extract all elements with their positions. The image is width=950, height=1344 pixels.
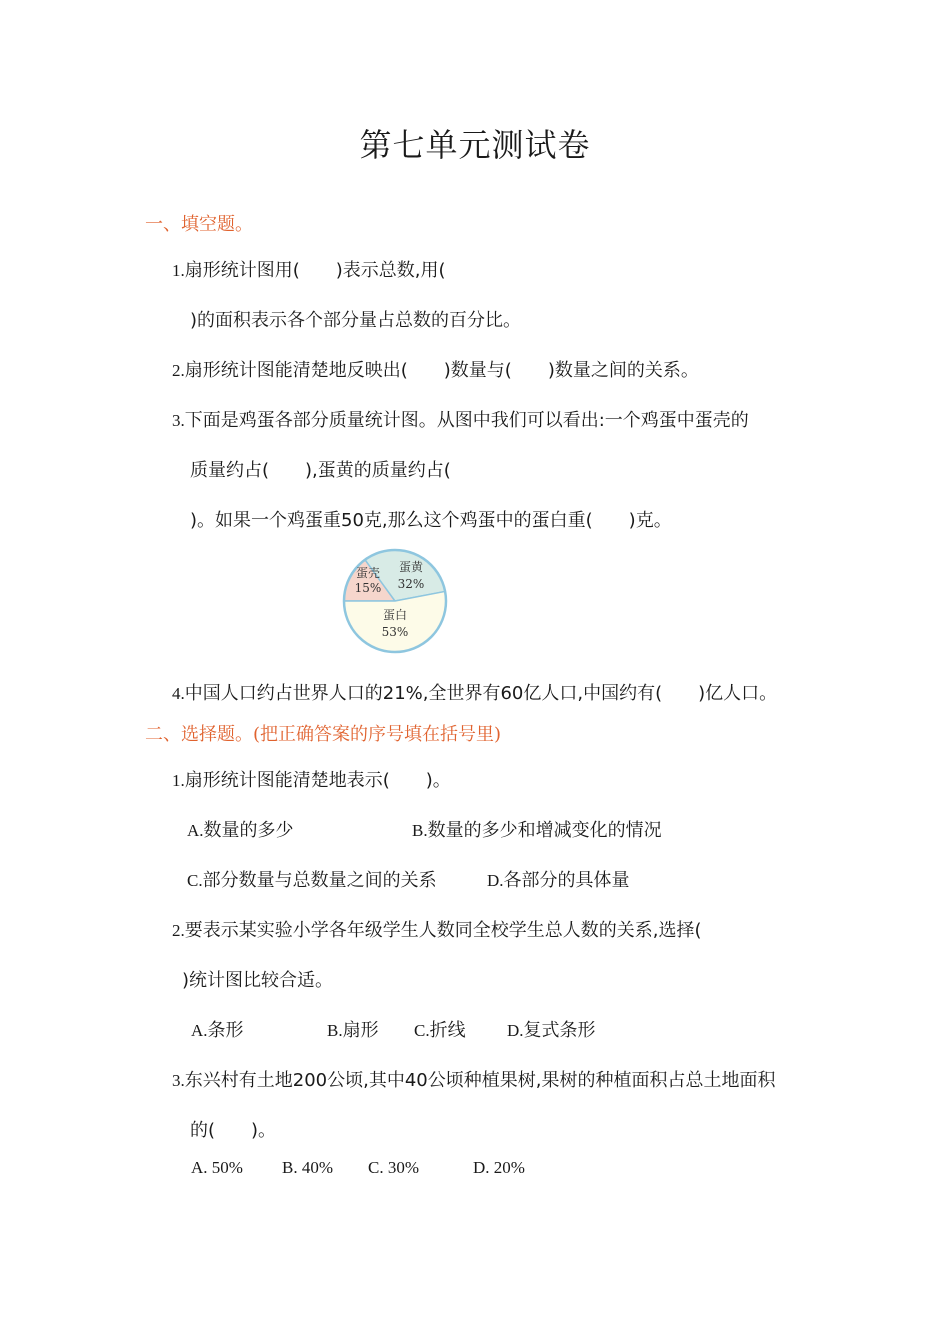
section-heading-fill-blank: 一、填空题。 [145,214,253,235]
question-number: 1. [172,261,185,280]
question-2-3-continued: 的( )。 [190,1120,277,1141]
question-number: 2. [172,361,185,380]
question-2-2 [172,916,702,942]
page-title: 第七单元测试卷 [359,126,591,164]
option-letter: B. [327,1021,343,1040]
question-1-3-line2: 质量约占( ),蛋黄的质量约占( [190,460,451,481]
option-text: 折线 [429,1020,466,1041]
option-2-2-c [414,1016,466,1042]
slice-value-white: 53% [381,625,409,639]
option-text: 扇形 [342,1020,379,1041]
option-letter: A. [191,1021,208,1040]
question-number: 4. [172,684,185,703]
option-2-1-c [187,866,437,892]
question-text: 扇形统计图能清楚地表示( )。 [184,770,451,791]
option-letter: C. [414,1021,430,1040]
option-letter: D. [507,1021,524,1040]
question-number: 3. [172,411,185,430]
option-text: 条形 [207,1020,244,1041]
question-1-3 [172,406,749,432]
option-text: 部分数量与总数量之间的关系 [202,870,437,891]
question-text: 扇形统计图能清楚地反映出( )数量与( )数量之间的关系。 [184,360,699,381]
option-letter: A. [187,821,204,840]
question-number: 2. [172,921,185,940]
question-1-4 [172,679,777,705]
slice-label-shell: 蛋壳 [355,566,381,580]
question-1-1 [172,256,446,282]
option-text: 各部分的具体量 [503,870,630,891]
question-number: 3. [172,1071,185,1090]
slice-label-white: 蛋白 [382,608,408,622]
option-letter: C. [187,871,203,890]
option-text: 数量的多少 [203,820,294,841]
option-2-3-b: B. 40% [282,1158,333,1177]
option-letter: D. [487,871,504,890]
question-text: 要表示某实验小学各年级学生人数同全校学生总人数的关系,选择( [184,920,702,941]
question-text: 扇形统计图用( )表示总数,用( [184,260,446,281]
question-1-3-line3: )。如果一个鸡蛋重50克,那么这个鸡蛋中的蛋白重( )克。 [190,510,672,531]
section-heading-choice: 二、选择题。(把正确答案的序号填在括号里) [145,724,502,745]
option-2-2-d [507,1016,596,1042]
option-2-2-a [191,1016,244,1042]
egg-pie-chart [340,546,450,656]
option-text: 数量的多少和增减变化的情况 [427,820,662,841]
option-text: 复式条形 [523,1020,596,1041]
option-letter: B. [412,821,428,840]
option-2-2-b [327,1016,379,1042]
slice-label-yolk: 蛋黄 [398,560,424,574]
option-2-3-c: C. 30% [368,1158,419,1177]
option-2-3-a: A. 50% [191,1158,243,1177]
slice-value-shell: 15% [354,581,382,595]
question-1-2 [172,356,699,382]
question-1-1-continued: )的面积表示各个部分量占总数的百分比。 [190,310,522,331]
question-text: 中国人口约占世界人口的21%,全世界有60亿人口,中国约有( )亿人口。 [184,683,778,704]
question-2-2-continued: )统计图比较合适。 [182,970,334,991]
option-2-1-a [187,816,294,842]
option-2-3-d: D. 20% [473,1158,525,1177]
option-2-1-b [412,816,662,842]
question-2-3 [172,1066,775,1092]
question-text: 东兴村有土地200公顷,其中40公顷种植果树,果树的种植面积占总土地面积 [184,1070,776,1091]
option-2-1-d [487,866,630,892]
question-2-1 [172,766,451,792]
question-number: 1. [172,771,185,790]
question-text: 下面是鸡蛋各部分质量统计图。从图中我们可以看出:一个鸡蛋中蛋壳的 [184,410,749,431]
slice-value-yolk: 32% [397,577,425,591]
